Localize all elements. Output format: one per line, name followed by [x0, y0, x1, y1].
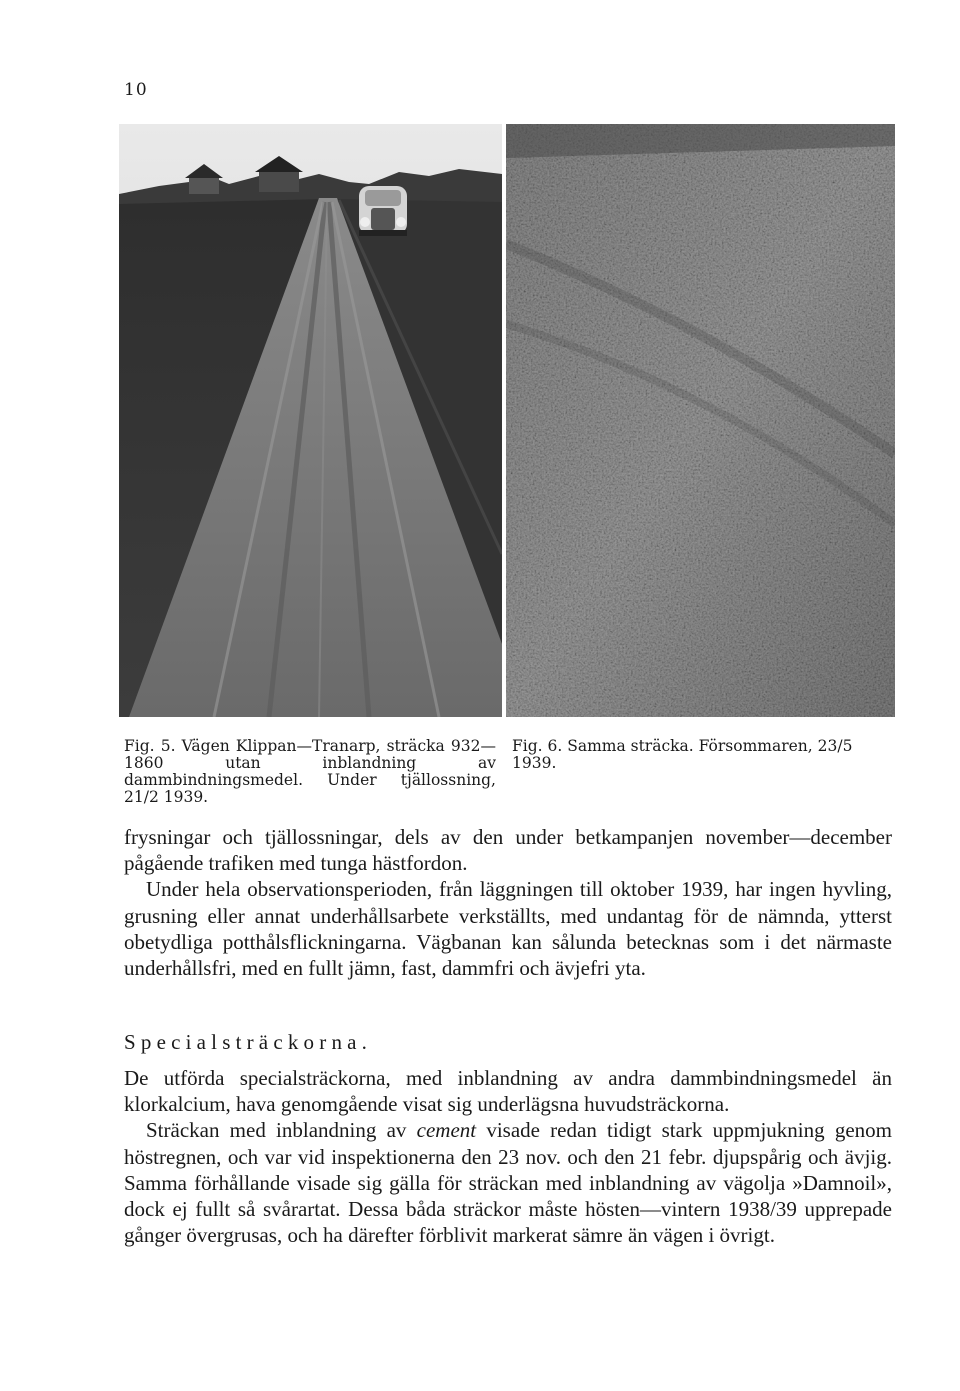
car-graphic [359, 186, 407, 236]
road-with-car-image [119, 124, 502, 717]
road-surface-image [506, 124, 895, 717]
section-heading: Specialsträckorna. [124, 1030, 373, 1054]
paragraph-specialstrackor: De utförda specialsträckorna, med inblandning av andra dammbindningsmedel än klorkalcium, hava genomgående visat sig underlägsna huvudsträckorna. [124, 1066, 892, 1117]
road-photo-fig5 [119, 124, 502, 717]
paragraph-continuation: frysningar och tjällossningar, dels av den under betkampanjen november—december pågående trafiken med tunga hästfordon. [124, 825, 892, 876]
paragraph-cement: Sträckan med inblandning av cement visade redan tidigt stark uppmjukning genom höstregnen, och var vid inspektionerna den 23 nov. och den 21 febr. djupspårig och ävjig. Samma förhållande visade sig gälla för sträckan med inblandning av vägolja »Damnoil», dock ej fullt så svårartat. Dessa båda sträckor måste hösten—vintern 1938/39 upprepade gånger övergrusas, och ha därefter förblivit markerat sämre än vägen i övrigt. [124, 1118, 892, 1248]
emphasized-cement: cement [416, 1118, 477, 1143]
figure-caption-fig5: Fig. 5. Vägen Klippan—Tranarp, sträcka 932—1860 utan inblandning av dammbindningsmedel. Under tjällossning, 21/2 1939. [124, 737, 496, 806]
page-number: 10 [124, 80, 148, 100]
paragraph-observation: Under hela observationsperioden, från läggningen till oktober 1939, har ingen hyvling, grusning eller annat underhållsarbete verkställts, med undantag för de nämnda, ytterst obetydliga potthålsflickningarna. Vägbanan kan sålunda betecknas som i det närmaste underhållsfri, med en fullt jämn, fast, dammfri och ävjefri yta. [124, 877, 892, 981]
body-text-block-2 [124, 1065, 892, 1248]
body-text-block-1 [124, 824, 892, 981]
figure-caption-fig6: Fig. 6. Samma sträcka. Försommaren, 23/5 1939. [512, 737, 853, 772]
road-surface-photo-fig6 [506, 124, 895, 717]
